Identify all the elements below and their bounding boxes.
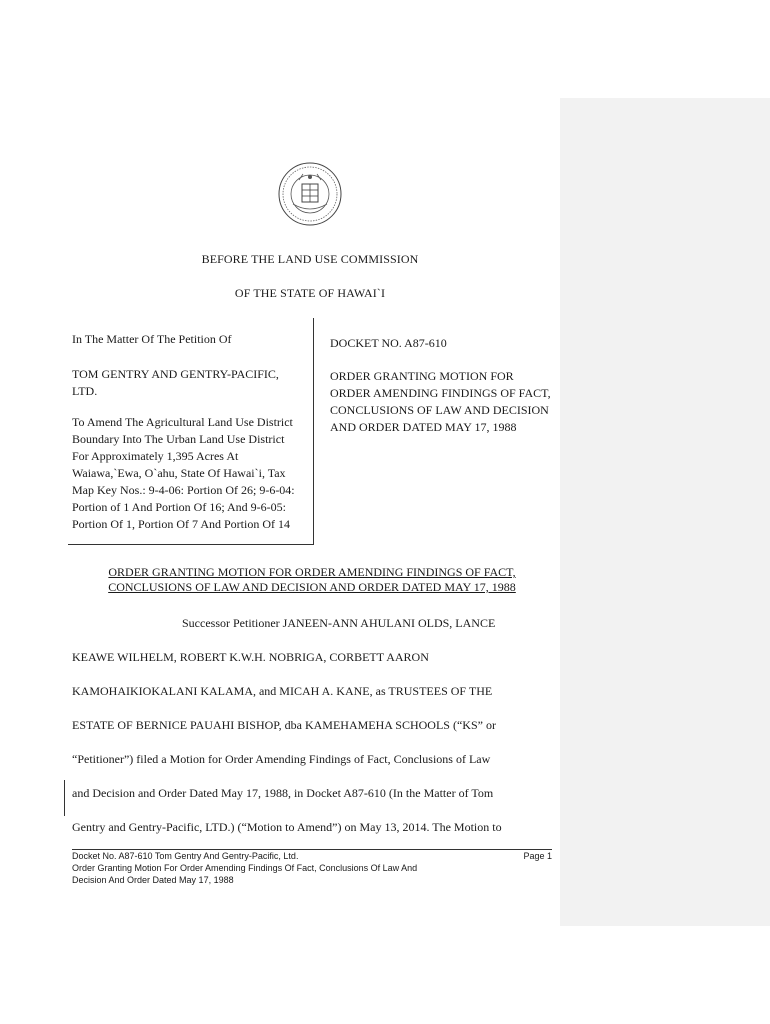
body-line-4: ESTATE OF BERNICE PAUAHI BISHOP, dba KAMEHAMEHA SCHOOLS (“KS” or — [72, 718, 496, 732]
header-line-2: OF THE STATE OF HAWAI`I — [234, 286, 386, 300]
body-line-6: and Decision and Order Dated May 17, 1988, in Docket A87-610 (In the Matter of Tom — [72, 786, 494, 800]
state-seal-icon — [277, 160, 343, 228]
caption-right — [330, 335, 555, 450]
caption-petitioner: TOM GENTRY AND GENTRY-PACIFIC, LTD. — [72, 367, 279, 398]
caption-left — [72, 331, 300, 547]
caption-purpose: To Amend The Agricultural Land Use District Boundary Into The Urban Land Use District For Approximately 1,395 Acres At Waiawa,`Ewa, O`ahu, State Of Hawai`i, Tax Map Key Nos.: 9-4-06: Portion Of 26; 9-6-04: Portion of 1 And Portion Of 16; And 9-6-05: Portion Of 1, Portion Of 7 And Portion Of 14 — [72, 415, 295, 531]
header-line-1: BEFORE THE LAND USE COMMISSION — [201, 252, 419, 266]
body-line-5: “Petitioner”) filed a Motion for Order Amending Findings of Fact, Conclusions of Law — [72, 752, 491, 766]
caption-divider-vertical — [313, 318, 314, 545]
docket-number: DOCKET NO. A87-610 — [330, 336, 447, 350]
body-line-1: Successor Petitioner JANEEN-ANN AHULANI OLDS, LANCE — [182, 616, 496, 630]
footer-title-line-2: Decision And Order Dated May 17, 1988 — [72, 875, 234, 885]
body-line-3: KAMOHAIKIOKALANI KALAMA, and MICAH A. KANE, as TRUSTEES OF THE — [72, 684, 493, 698]
order-title-line-1: ORDER GRANTING MOTION FOR ORDER AMENDING FINDINGS OF FACT, — [108, 565, 516, 579]
order-title-line-2: CONCLUSIONS OF LAW AND DECISION AND ORDER DATED MAY 17, 1988 — [108, 580, 516, 594]
footer-page-number: Page 1 — [523, 851, 552, 861]
body-line-2: KEAWE WILHELM, ROBERT K.W.H. NOBRIGA, CORBETT AARON — [72, 650, 429, 664]
caption-matter: In The Matter Of The Petition Of — [72, 332, 232, 346]
footer-title-line-1: Order Granting Motion For Order Amending Findings Of Fact, Conclusions Of Law And — [72, 863, 418, 873]
comment-pane — [560, 98, 770, 926]
footer-docket: Docket No. A87-610 Tom Gentry And Gentry-Pacific, Ltd. — [72, 851, 299, 861]
revision-change-bar — [64, 780, 65, 816]
caption-divider-horizontal — [68, 544, 314, 545]
caption-order-title: ORDER GRANTING MOTION FOR ORDER AMENDING FINDINGS OF FACT, CONCLUSIONS OF LAW AND DECISION AND ORDER DATED MAY 17, 1988 — [330, 369, 551, 434]
body-line-7: Gentry and Gentry-Pacific, LTD.) (“Motion to Amend”) on May 13, 2014. The Motion to — [72, 820, 502, 834]
page-footer — [72, 850, 552, 886]
